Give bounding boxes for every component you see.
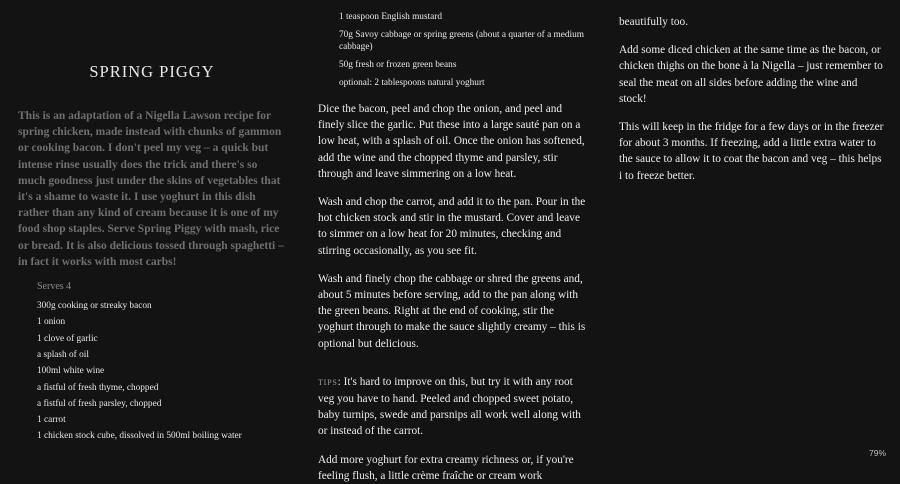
ingredient-item: 1 clove of garlic [37,333,98,344]
ingredient-item: 1 onion [37,317,66,328]
ingredient-item: a fistful of fresh thyme, chopped [37,382,159,393]
serves-label: Serves 4 [37,281,72,293]
method-step: Wash and chop the carrot, and add it to the pan. Pour in the hot chicken stock and stir in the mustard. Cover and leave to simmer on a low heat for 20 minutes, checking and stirring occasionally, as you see fit. [318,196,586,257]
tips-more: Add more yoghurt for extra creamy richness or, if you're feeling flush, a little crème fraîche or cream work [318,453,574,482]
ingredient-item: a fistful of fresh parsley, chopped [37,398,162,409]
ingredient-item: 100ml white wine [37,366,105,377]
ingredient-list [18,300,286,442]
ingredient-list-continued [318,11,586,89]
ingredient-item: optional: 2 tablespoons natural yoghurt [339,78,485,88]
ingredient-item: 1 teaspoon English mustard [339,12,443,22]
page-column-3 [619,0,887,463]
ingredient-item: a splash of oil [37,349,89,360]
ingredient-item: 1 carrot [37,415,66,426]
tips-paragraph [318,374,586,440]
variation-paragraph: Add some diced chicken at the same time as the bacon, or chicken thighs on the bone à la Nigella – just remember to seal the meat on all sides before adding the wine and stock! [619,44,883,105]
method-step: Wash and finely chop the cabbage or shred the greens and, about 5 minutes before serving, add to the pan along with the green beans. Right at the end of cooking, stir the yoghurt through to make the sauce slightly creamy – this is optional but delicious. [318,272,586,350]
page-column-1 [18,0,286,463]
ingredient-item: 70g Savoy cabbage or spring greens (about a quarter of a medium cabbage) [339,30,584,52]
ingredient-item: 50g fresh or frozen green beans [339,60,457,70]
method-step: Dice the bacon, peel and chop the onion, and peel and finely slice the garlic. Put these into a large sauté pan on a low heat, with a splash of oil. Once the onion has softened, add the wine and the chopped thyme and parsley, stir through and leave simmering on a low heat. [318,103,585,180]
ingredient-item: 300g cooking or streaky bacon [37,301,152,312]
recipe-title: SPRING PIGGY [89,62,215,81]
continued-paragraph: beautifully too. [619,16,689,28]
tips-label: TIPS [318,377,338,387]
page-column-2 [318,0,586,482]
tips-text: : It's hard to improve on this, but try it with any root veg you have to hand. Peeled and chopped sweet potato, baby turnips, swede and parsnips all work well along with or instead of the carrot. [318,375,581,438]
reading-progress: 79% [868,448,886,458]
recipe-intro: This is an adaptation of a Nigella Lawson recipe for spring chicken, made instead with chunks of gammon or cooking bacon. I don't peel my veg – a quick but intense rinse usually does the trick and there's so much goodness just under the skins of vegetables that it's a shame to waste it. I use yoghurt in this dish rather than any kind of cream because it is one of my food shop staples. Serve Spring Piggy with mash, rice or bread. It is also delicious tossed through spaghetti – in fact it works with most carbs! [18,110,284,268]
storage-paragraph: This will keep in the fridge for a few days or in the freezer for about 3 months. If freezing, add a little extra water to the sauce to allow it to coat the bacon and veg – this helps i to freeze better. [619,121,884,182]
ingredient-item: 1 chicken stock cube, dissolved in 500ml boiling water [37,431,242,442]
